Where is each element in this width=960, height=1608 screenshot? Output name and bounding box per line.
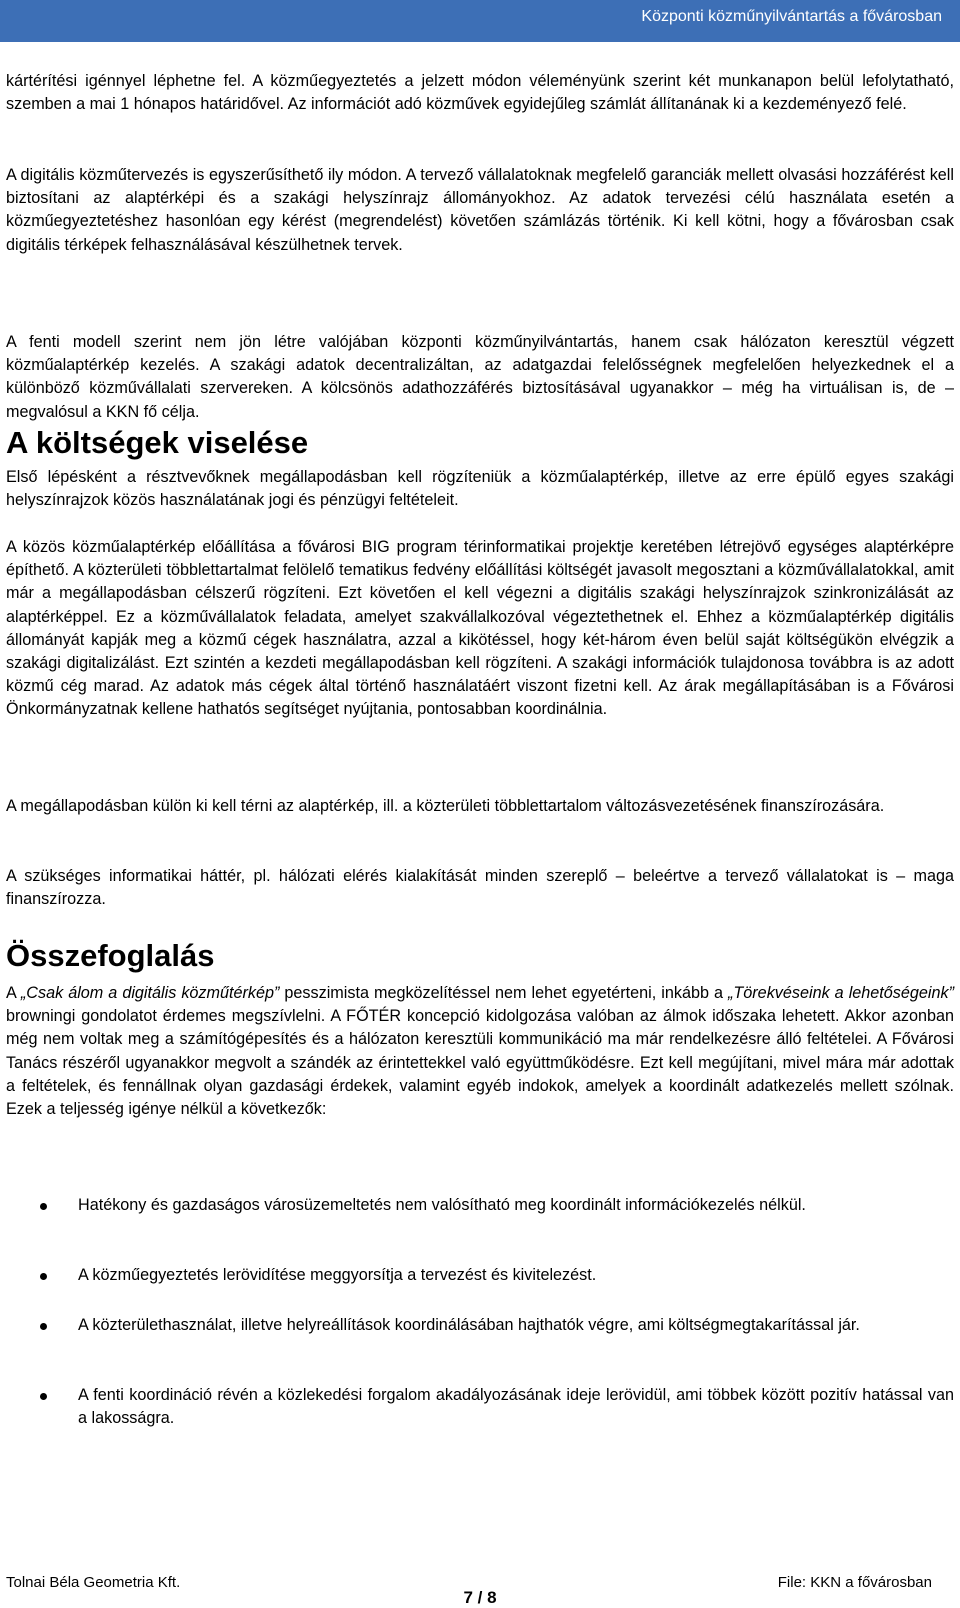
paragraph-7: A szükséges informatikai háttér, pl. hálózati elérés kialakítását minden szereplő – beleértve a tervező vállalatokat is – maga finanszírozza. bbox=[6, 867, 954, 909]
paragraph-5: A közös közműalaptérkép előállítása a fővárosi BIG program térinformatikai projektje keretében létrejövő egységes alaptérképre építhető. A közterületi többlettartalmat felölelő tematikus fedvény előállítási költségét javasolt megosztani a közművállalatokkal, amit már a megállapodásban célszerű rögzíteni. Ezt követően el kell végezni a digitális szakági helyszínrajzok szinkronizálását az alaptérképpel. Ez a közművállalatok feladata, amelyet szakvállalkozóval végeztethetnek el. Ehhez a közműalaptérkép digitális állományát kapják meg a közmű cégek használatra, azzal a kikötéssel, hogy két-három éven belül saját költségükön elvégzik a szakági digitalizálást. Ezt szintén a kezdeti megállapodásban kell rögzíteni. A szakági információk tulajdonosa továbbra is az adott közmű cég marad. Az adatok más cégek által történő használatáért viszont fizetni kell. Az árak megállapításában is a Fővárosi Önkormányzatnak kellene hathatós segítséget nyújtania, pontosabban koordinálnia. bbox=[6, 538, 954, 719]
header-title: Központi közműnyilvántartás a fővárosban bbox=[641, 8, 942, 25]
bullet-dot bbox=[40, 1203, 47, 1210]
bullet-dot bbox=[40, 1323, 47, 1330]
page-number: 7 / 8 bbox=[463, 1588, 497, 1607]
paragraph-3: A fenti modell szerint nem jön létre valójában központi közműnyilvántartás, hanem csak hálózaton keresztül végzett közműalaptérkép kezelés. A szakági adatok decentralizáltan, az adatgazdai felelősségnek megfelelően helyezkednek el a különböző közművállalati szervereken. A kölcsönös adathozzáférés biztosításával ugyanakkor – még ha virtuálisan is, de – megvalósul a KKN fő célja. bbox=[6, 333, 954, 421]
footer-divider bbox=[0, 1568, 960, 1569]
heading-costs: A költségek viselése bbox=[6, 425, 309, 460]
bullet-dot bbox=[40, 1393, 47, 1400]
heading-summary: Összefoglalás bbox=[6, 938, 215, 973]
footer-company: Tolnai Béla Geometria Kft. bbox=[6, 1574, 181, 1591]
quote-1: „Csak álom a digitális közműtérkép” bbox=[20, 984, 280, 1002]
list-item: Hatékony és gazdaságos városüzemeltetés nem valósítható meg koordinált információkezelés nélkül. bbox=[78, 1196, 806, 1214]
list-item: A közterülethasználat, illetve helyreállítások koordinálásában hajthatók végre, ami költségmegtakarítással jár. bbox=[78, 1316, 860, 1334]
paragraph-6: A megállapodásban külön ki kell térni az alaptérkép, ill. a közterületi többlettartalom változásvezetésének finanszírozására. bbox=[6, 797, 885, 815]
list-item: A közműegyeztetés lerövidítése meggyorsítja a tervezést és kivitelezést. bbox=[78, 1266, 597, 1284]
footer-file: File: KKN a fővárosban bbox=[777, 1574, 932, 1591]
bullet-dot bbox=[40, 1273, 47, 1280]
list-item: A fenti koordináció révén a közlekedési forgalom akadályozásának ideje lerövidül, ami többek között pozitív hatással van a lakosságra. bbox=[78, 1386, 954, 1428]
paragraph-8: A „Csak álom a digitális közműtérkép” pesszimista megközelítéssel nem lehet egyetérteni, inkább a „Törekvéseink a lehetőségeink” browningi gondolatot érdemes megszívlelni. A FŐTÉR koncepció kidolgozása valóban az álmok időszaka lehetett. Akkor azonban még nem voltak meg a számítógépesítés és a hálózaton keresztüli kommunikáció ma már rendelkezésre álló feltételei. A Fővárosi Tanács részéről ugyanakkor megvolt a szándék az érintettekkel való együttműködésre. Ezt kell megújítani, mivel mára már adottak a feltételek, és fennállnak olyan gazdasági érdekek, valamint egyéb indokok, amelyek a koordinált adatkezelés mellett szólnak. Ezek a teljesség igénye nélkül a következők: bbox=[6, 984, 954, 1119]
paragraph-2: A digitális közműtervezés is egyszerűsíthető ily módon. A tervező vállalatoknak megfelelő garanciák mellett olvasási hozzáférést kell biztosítani az alaptérképi és a szakági helyszínrajz állományokhoz. Az adatok tervezési célú használata esetén a közműegyeztetéshez hasonlóan egy kérést (megrendelést) követően számlázás történik. Ki kell kötni, hogy a fővárosban csak digitális térképek felhasználásával készülhetnek tervek. bbox=[6, 166, 954, 254]
quote-2: „Törekvéseink a lehetőségeink” bbox=[728, 984, 954, 1002]
page-header bbox=[0, 0, 960, 42]
paragraph-1: kártérítési igénnyel léphetne fel. A közműegyeztetés a jelzett módon véleményünk szerint két munkanapon belül lefolytatható, szemben a mai 1 hónapos határidővel. Az információt adó közművek egyidejűleg számlát állítanának ki a kezdeményező felé. bbox=[6, 72, 954, 114]
paragraph-4: Első lépésként a résztvevőknek megállapodásban kell rögzíteniük a közműalaptérkép, illetve az erre épülő egyes szakági helyszínrajzok közös használatának jogi és pénzügyi feltételeit. bbox=[6, 468, 954, 510]
